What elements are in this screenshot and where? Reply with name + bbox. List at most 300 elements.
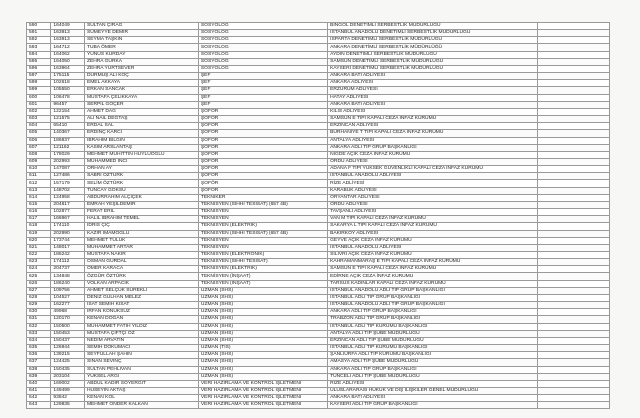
assigned-unit-cell: KAYSERİ ADLİ TIP GRUP BAŞKANLIĞI: [328, 402, 538, 409]
person-name-cell: EMRAH YEŞİLDEMİR: [84, 201, 198, 208]
registry-number-cell: 139215: [51, 352, 85, 359]
registry-number-cell: 93842: [51, 395, 85, 402]
assigned-unit-cell: BAKIRKÖY ADLİYESİ: [328, 230, 538, 237]
row-number-cell: 607: [27, 144, 51, 151]
person-name-cell: ZEHRA GÜRKA: [84, 58, 198, 65]
table-row: [27, 330, 610, 337]
empty-cell: [537, 302, 609, 309]
job-title-cell: UZMAN (SHS): [198, 352, 327, 359]
person-name-cell: MEHMET TULUK: [84, 237, 198, 244]
job-title-cell: UZMAN (SHS): [198, 330, 327, 337]
person-name-cell: KAZIR İMAMOĞLU: [84, 230, 198, 237]
empty-cell: [537, 37, 609, 44]
job-title-cell: VERİ HAZIRLAMA VE KONTROL İŞLETMENİ: [198, 395, 327, 402]
empty-cell: [537, 94, 609, 101]
person-name-cell: İRFAN KONUKSUZ: [84, 309, 198, 316]
empty-cell: [537, 287, 609, 294]
person-name-cell: AHMET SELÇUK SÜREKLİ: [84, 287, 198, 294]
assigned-unit-cell: ANKARA BATI ADLİYESİ: [328, 73, 538, 80]
person-name-cell: YUNUS KURDAY: [84, 51, 198, 58]
registry-number-cell: 65410: [51, 123, 85, 130]
job-title-cell: ŞOFÖR: [198, 116, 327, 123]
table-row: [27, 352, 610, 359]
person-name-cell: ABDUL KADİR SOYERGİT: [84, 380, 198, 387]
row-number-cell: 590: [27, 23, 51, 30]
job-title-cell: ŞOFÖR: [198, 108, 327, 115]
job-title-cell: ŞOFÖR: [198, 123, 327, 130]
registry-number-cell: 186240: [51, 280, 85, 287]
job-title-cell: TEKNİSYEN: [198, 209, 327, 216]
empty-cell: [537, 366, 609, 373]
table-row: [27, 65, 610, 72]
row-number-cell: 629: [27, 302, 51, 309]
empty-cell: [537, 51, 609, 58]
table-row: [27, 387, 610, 394]
registry-number-cell: 149499: [51, 387, 85, 394]
job-title-cell: TEKNİSYEN (İNŞAAT): [198, 273, 327, 280]
person-name-cell: SEMİH DOKUMACI: [84, 345, 198, 352]
person-name-cell: ALİ NAİL DEĞTAŞ: [84, 116, 198, 123]
registry-number-cell: 124958: [51, 194, 85, 201]
empty-cell: [537, 180, 609, 187]
job-title-cell: UZMAN (SHS): [198, 316, 327, 323]
registry-number-cell: 121575: [51, 116, 85, 123]
table-row: [27, 123, 610, 130]
empty-cell: [537, 194, 609, 201]
personnel-table-body: [27, 23, 610, 409]
assigned-unit-cell: TUNCELİ ADLİ TIP ŞUBE MÜDÜRLÜĞÜ: [328, 373, 538, 380]
assigned-unit-cell: ANKARA ADLİ TIP GRUP BAŞKANLIĞI: [328, 144, 538, 151]
empty-cell: [537, 359, 609, 366]
table-row: [27, 294, 610, 301]
row-number-cell: 595: [27, 58, 51, 65]
assigned-unit-cell: ANKARA ADLİYESİ: [328, 80, 538, 87]
assigned-unit-cell: VAN M TİPİ KAPALI CEZA İNFAZ KURUMU: [328, 216, 538, 223]
row-number-cell: 609: [27, 158, 51, 165]
row-number-cell: 621: [27, 244, 51, 251]
assigned-unit-cell: RİZE ADLİYESİ: [328, 380, 538, 387]
empty-cell: [537, 316, 609, 323]
registry-number-cell: 164050: [51, 58, 85, 65]
job-title-cell: VERİ HAZIRLAMA VE KONTROL İŞLETMENİ: [198, 387, 327, 394]
empty-cell: [537, 30, 609, 37]
person-name-cell: TUNCAY GÖKSU: [84, 187, 198, 194]
row-number-cell: 640: [27, 380, 51, 387]
empty-cell: [537, 151, 609, 158]
registry-number-cell: 164049: [51, 23, 85, 30]
table-row: [27, 23, 610, 30]
person-name-cell: MUHAMMET ARTAR: [84, 244, 198, 251]
job-title-cell: UZMAN (SHS): [198, 373, 327, 380]
table-row: [27, 187, 610, 194]
job-title-cell: ŞOFÖR: [198, 144, 327, 151]
registry-number-cell: 148702: [51, 187, 85, 194]
assigned-unit-cell: KİLİS ADLİYESİ: [328, 108, 538, 115]
row-number-cell: 624: [27, 266, 51, 273]
empty-cell: [537, 280, 609, 287]
registry-number-cell: 164062: [51, 51, 85, 58]
person-name-cell: KASIM ARSLANTAŞ: [84, 144, 198, 151]
job-title-cell: SOSYOLOG: [198, 44, 327, 51]
registry-number-cell: 174112: [51, 259, 85, 266]
person-name-cell: ABDURRAHİM ALÇİÇEK: [84, 194, 198, 201]
empty-cell: [537, 294, 609, 301]
empty-cell: [537, 73, 609, 80]
table-row: [27, 137, 610, 144]
job-title-cell: ŞEF: [198, 94, 327, 101]
assigned-unit-cell: ERZİNCAN ADLİYESİ: [328, 123, 538, 130]
assigned-unit-cell: İSTANBUL ANADOLU ADLİ TIP GRUP BAŞKANLIĞI: [328, 302, 538, 309]
empty-cell: [537, 87, 609, 94]
row-number-cell: 623: [27, 259, 51, 266]
empty-cell: [537, 323, 609, 330]
person-name-cell: ÖMER KARACA: [84, 266, 198, 273]
table-row: [27, 237, 610, 244]
registry-number-cell: 109756: [51, 287, 85, 294]
empty-cell: [537, 23, 609, 30]
assigned-unit-cell: NİĞDE AÇIK CEZA İNFAZ KURUMU: [328, 151, 538, 158]
job-title-cell: TEKNİKER: [198, 194, 327, 201]
assigned-unit-cell: AMASYA ADLİ TIP ŞUBE MÜDÜRLÜĞÜ: [328, 359, 538, 366]
empty-cell: [537, 395, 609, 402]
person-name-cell: İBRAHİM BİLGİN: [84, 137, 198, 144]
row-number-cell: 635: [27, 345, 51, 352]
table-row: [27, 80, 610, 87]
assigned-unit-cell: ANKARA BATI ADLİYESİ: [328, 101, 538, 108]
job-title-cell: ŞOFÖR: [198, 151, 327, 158]
table-row: [27, 194, 610, 201]
person-name-cell: KENAN KOL: [84, 395, 198, 402]
table-row: [27, 273, 610, 280]
assigned-unit-cell: KAYSERİ DENETİMLİ SERBESTLİK MÜDÜRLÜĞÜ: [328, 65, 538, 72]
row-number-cell: 637: [27, 359, 51, 366]
person-name-cell: OSMAN GÜRDAL: [84, 259, 198, 266]
person-name-cell: ERDAL SAL: [84, 123, 198, 130]
job-title-cell: ŞEF: [198, 80, 327, 87]
job-title-cell: ŞOFÖR: [198, 187, 327, 194]
person-name-cell: SULTAN ÇIRAĞ: [84, 23, 198, 30]
registry-number-cell: 186837: [51, 137, 85, 144]
person-name-cell: ERDİNÇ KARCI: [84, 130, 198, 137]
person-name-cell: SEYFULLAH ŞAHİN: [84, 352, 198, 359]
registry-number-cell: 122154: [51, 108, 85, 115]
person-name-cell: SİNAN SEVİNÇ: [84, 359, 198, 366]
row-number-cell: 602: [27, 108, 51, 115]
assigned-unit-cell: SAMSUN E TİPİ KAPALI CEZA İNFAZ KURUMU: [328, 116, 538, 123]
person-name-cell: AHMET DAĞ: [84, 108, 198, 115]
registry-number-cell: 166967: [51, 216, 85, 223]
table-row: [27, 87, 610, 94]
row-number-cell: 632: [27, 323, 51, 330]
person-name-cell: SULTAN PEHLİVAN: [84, 366, 198, 373]
row-number-cell: 610: [27, 166, 51, 173]
table-row: [27, 244, 610, 251]
table-row: [27, 151, 610, 158]
registry-number-cell: 163913: [51, 30, 85, 37]
table-row: [27, 158, 610, 165]
row-number-cell: 592: [27, 37, 51, 44]
person-name-cell: TUBA ÖMER: [84, 44, 198, 51]
empty-cell: [537, 230, 609, 237]
row-number-cell: 617: [27, 216, 51, 223]
registry-number-cell: 204737: [51, 266, 85, 273]
row-number-cell: 600: [27, 94, 51, 101]
row-number-cell: 611: [27, 173, 51, 180]
empty-cell: [537, 108, 609, 115]
job-title-cell: UZMAN (SHS): [198, 366, 327, 373]
assigned-unit-cell: BURHANİYE T TİPİ KAPALI CEZA İNFAZ KURUMU: [328, 130, 538, 137]
person-name-cell: VOLKAN ARPACIK: [84, 280, 198, 287]
personnel-table: [26, 22, 610, 409]
empty-cell: [537, 144, 609, 151]
person-name-cell: MUHAMMET FATİH YILDIZ: [84, 323, 198, 330]
assigned-unit-cell: İSTANBUL ADLİ TIP KURUMU BAŞKANLIĞI: [328, 345, 538, 352]
empty-cell: [537, 330, 609, 337]
assigned-unit-cell: İSTANBUL ANADOLU ADLİ TIP GRUP BAŞKANLIĞI: [328, 287, 538, 294]
registry-number-cell: 104527: [51, 294, 85, 301]
table-row: [27, 44, 610, 51]
registry-number-cell: 203104: [51, 373, 85, 380]
row-number-cell: 619: [27, 230, 51, 237]
table-row: [27, 373, 610, 380]
assigned-unit-cell: İSTANBUL ANADOLU ADLİYESİ: [328, 173, 538, 180]
registry-number-cell: 126944: [51, 345, 85, 352]
empty-cell: [537, 216, 609, 223]
row-number-cell: 628: [27, 294, 51, 301]
table-row: [27, 173, 610, 180]
registry-number-cell: 202990: [51, 230, 85, 237]
registry-number-cell: 162277: [51, 302, 85, 309]
job-title-cell: ŞOFÖR: [198, 158, 327, 165]
registry-number-cell: 96457: [51, 101, 85, 108]
table-row: [27, 266, 610, 273]
table-row: [27, 209, 610, 216]
job-title-cell: UZMAN (SHS): [198, 294, 327, 301]
assigned-unit-cell: EDİRNE AÇIK CEZA İNFAZ KURUMU: [328, 273, 538, 280]
person-name-cell: SERPİL GÖÇER: [84, 101, 198, 108]
person-name-cell: KENAN DOĞAN: [84, 316, 198, 323]
empty-cell: [537, 273, 609, 280]
empty-cell: [537, 137, 609, 144]
job-title-cell: SOSYOLOG: [198, 23, 327, 30]
empty-cell: [537, 166, 609, 173]
personnel-list-sheet: [26, 22, 610, 409]
assigned-unit-cell: ORYANTAR ADLİYESİ: [328, 194, 538, 201]
empty-cell: [537, 187, 609, 194]
empty-cell: [537, 352, 609, 359]
job-title-cell: SOSYOLOG: [198, 30, 327, 37]
empty-cell: [537, 201, 609, 208]
row-number-cell: 618: [27, 223, 51, 230]
assigned-unit-cell: ŞANLIURFA ADLİ TIP KURUMU BAŞKANLIĞI: [328, 352, 538, 359]
empty-cell: [537, 380, 609, 387]
table-row: [27, 402, 610, 409]
registry-number-cell: 150435: [51, 366, 85, 373]
job-title-cell: UZMAN (SHS): [198, 287, 327, 294]
table-row: [27, 108, 610, 115]
row-number-cell: 625: [27, 273, 51, 280]
person-name-cell: ZEHRA YURTSEVER: [84, 65, 198, 72]
empty-cell: [537, 65, 609, 72]
assigned-unit-cell: TRABZON ADLİ TIP GRUP BAŞKANLIĞI: [328, 316, 538, 323]
table-row: [27, 94, 610, 101]
table-row: [27, 366, 610, 373]
registry-number-cell: 140367: [51, 130, 85, 137]
assigned-unit-cell: İSTANBUL ANADOLU DENETİMLİ SERBESTLİK MÜDÜRLÜĞÜ: [328, 30, 538, 37]
table-row: [27, 309, 610, 316]
person-name-cell: YÜKSEL ARGİ: [84, 373, 198, 380]
empty-cell: [537, 402, 609, 409]
empty-cell: [537, 266, 609, 273]
empty-cell: [537, 237, 609, 244]
person-name-cell: HÜSEYİN AKTAŞ: [84, 387, 198, 394]
assigned-unit-cell: HATAY ADLİYESİ: [328, 94, 538, 101]
empty-cell: [537, 223, 609, 230]
empty-cell: [537, 252, 609, 259]
job-title-cell: TEKNİSYEN (SIHHİ TESİSAT) (657 4B): [198, 230, 327, 237]
job-title-cell: SOSYOLOG: [198, 37, 327, 44]
row-number-cell: 591: [27, 30, 51, 37]
person-name-cell: DURMUŞ ALİ KOÇ: [84, 73, 198, 80]
empty-cell: [537, 309, 609, 316]
registry-number-cell: 105550: [51, 87, 85, 94]
job-title-cell: TEKNİSYEN (ELEKTRONİK): [198, 252, 327, 259]
row-number-cell: 620: [27, 237, 51, 244]
assigned-unit-cell: İSTANBUL ANADOLU ADLİYESİ: [328, 244, 538, 251]
assigned-unit-cell: SAMSUN DENETİMLİ SERBESTLİK MÜDÜRLÜĞÜ: [328, 58, 538, 65]
person-name-cell: MUSTAFA NAKİR: [84, 252, 198, 259]
person-name-cell: MEHMET ÖNDER KALKAN: [84, 402, 198, 409]
job-title-cell: UZMAN (SHS): [198, 323, 327, 330]
registry-number-cell: 173744: [51, 237, 85, 244]
job-title-cell: UZMAN (SHS): [198, 359, 327, 366]
assigned-unit-cell: KARABÜK ADLİYESİ: [328, 187, 538, 194]
person-name-cell: FERAT ERİL: [84, 209, 198, 216]
registry-number-cell: 157179: [51, 180, 85, 187]
registry-number-cell: 202993: [51, 158, 85, 165]
registry-number-cell: 174110: [51, 223, 85, 230]
table-row: [27, 287, 610, 294]
empty-cell: [537, 101, 609, 108]
row-number-cell: 593: [27, 44, 51, 51]
registry-number-cell: 169002: [51, 380, 85, 387]
registry-number-cell: 150500: [51, 323, 85, 330]
row-number-cell: 604: [27, 123, 51, 130]
table-row: [27, 280, 610, 287]
empty-cell: [537, 345, 609, 352]
table-row: [27, 223, 610, 230]
empty-cell: [537, 158, 609, 165]
empty-cell: [537, 259, 609, 266]
table-row: [27, 359, 610, 366]
assigned-unit-cell: ORDU ADLİYESİ: [328, 201, 538, 208]
registry-number-cell: 121162: [51, 144, 85, 151]
row-number-cell: 639: [27, 373, 51, 380]
row-number-cell: 636: [27, 352, 51, 359]
row-number-cell: 603: [27, 116, 51, 123]
assigned-unit-cell: TARSUS KADINLAR KAPALI CEZA İNFAZ KURUMU: [328, 280, 538, 287]
job-title-cell: UZMAN (TIS): [198, 345, 327, 352]
row-number-cell: 642: [27, 395, 51, 402]
table-row: [27, 30, 610, 37]
table-row: [27, 323, 610, 330]
person-name-cell: MUSTAFA ÇELİKKAYA: [84, 94, 198, 101]
registry-number-cell: 163964: [51, 65, 85, 72]
assigned-unit-cell: ORDU ADLİYESİ: [328, 158, 538, 165]
row-number-cell: 634: [27, 337, 51, 344]
row-number-cell: 641: [27, 387, 51, 394]
assigned-unit-cell: SAKARYA L TİPİ KAPALI CEZA İNFAZ KURUMU: [328, 223, 538, 230]
row-number-cell: 630: [27, 309, 51, 316]
assigned-unit-cell: RİZE ADLİYESİ: [328, 180, 538, 187]
empty-cell: [537, 123, 609, 130]
person-name-cell: SELİM ÖZTÜRK: [84, 180, 198, 187]
person-name-cell: MUHAMMED İNCİ: [84, 158, 198, 165]
row-number-cell: 626: [27, 280, 51, 287]
assigned-unit-cell: SİLİVRİ AÇIK CEZA İNFAZ KURUMU: [328, 252, 538, 259]
row-number-cell: 643: [27, 402, 51, 409]
assigned-unit-cell: ERZURUM ADLİYESİ: [328, 87, 538, 94]
job-title-cell: TEKNİSYEN (İNŞAAT): [198, 280, 327, 287]
job-title-cell: ŞOFÖR: [198, 130, 327, 137]
registry-number-cell: 163913: [51, 37, 85, 44]
assigned-unit-cell: ISPARTA DENETİMLİ SERBESTLİK MÜDÜRLÜĞÜ: [328, 37, 538, 44]
job-title-cell: TEKNİSYEN (SIHHİ TESİSAT) (657 4B): [198, 201, 327, 208]
table-row: [27, 144, 610, 151]
row-number-cell: 605: [27, 130, 51, 137]
row-number-cell: 613: [27, 187, 51, 194]
assigned-unit-cell: ANKARA DENETİMLİ SERBESTLİK MÜDÜRLÜĞÜ: [328, 44, 538, 51]
person-name-cell: SÜMEYYE DEMİR: [84, 30, 198, 37]
table-row: [27, 345, 610, 352]
assigned-unit-cell: KAHRAMANMARAŞ E TİPİ KAPALI CEZA İNFAZ KURUMU: [328, 259, 538, 266]
person-name-cell: SEYMA TAŞKIN: [84, 37, 198, 44]
row-number-cell: 631: [27, 316, 51, 323]
person-name-cell: MUSTAFA ÇİFTÇİ ÖZ: [84, 330, 198, 337]
registry-number-cell: 178029: [51, 151, 85, 158]
person-name-cell: EMEL AKKAYA: [84, 80, 198, 87]
job-title-cell: UZMAN (SHS): [198, 309, 327, 316]
assigned-unit-cell: GEYVE AÇIK CEZA İNFAZ KURUMU: [328, 237, 538, 244]
table-row: [27, 201, 610, 208]
job-title-cell: TEKNİSYEN: [198, 244, 327, 251]
empty-cell: [537, 173, 609, 180]
empty-cell: [537, 130, 609, 137]
table-row: [27, 302, 610, 309]
person-name-cell: HALİL İBRAHİM TEMEL: [84, 216, 198, 223]
job-title-cell: ŞOFÖR: [198, 180, 327, 187]
job-title-cell: TEKNİSYEN (ELEKTRİK): [198, 223, 327, 230]
registry-number-cell: 204817: [51, 201, 85, 208]
table-row: [27, 51, 610, 58]
job-title-cell: VERİ HAZIRLAMA VE KONTROL İŞLETMENİ: [198, 402, 327, 409]
assigned-unit-cell: TAVŞANLI ADLİYESİ: [328, 209, 538, 216]
person-name-cell: ÖZGÜR ÖZTÜRK: [84, 273, 198, 280]
row-number-cell: 606: [27, 137, 51, 144]
job-title-cell: ŞOFÖR: [198, 166, 327, 173]
row-number-cell: 598: [27, 80, 51, 87]
registry-number-cell: 120170: [51, 316, 85, 323]
empty-cell: [537, 116, 609, 123]
job-title-cell: TEKNİSYEN (SIHHİ TESİSAT): [198, 259, 327, 266]
assigned-unit-cell: ANKARA ADLİ TIP GRUP BAŞKANLIĞI: [328, 366, 538, 373]
assigned-unit-cell: ANKARA BATI ADLİYESİ: [328, 395, 538, 402]
row-number-cell: 596: [27, 65, 51, 72]
row-number-cell: 612: [27, 180, 51, 187]
job-title-cell: TEKNİSYEN: [198, 237, 327, 244]
job-title-cell: TEKNİSYEN (ELEKTRİK): [198, 266, 327, 273]
row-number-cell: 622: [27, 252, 51, 259]
